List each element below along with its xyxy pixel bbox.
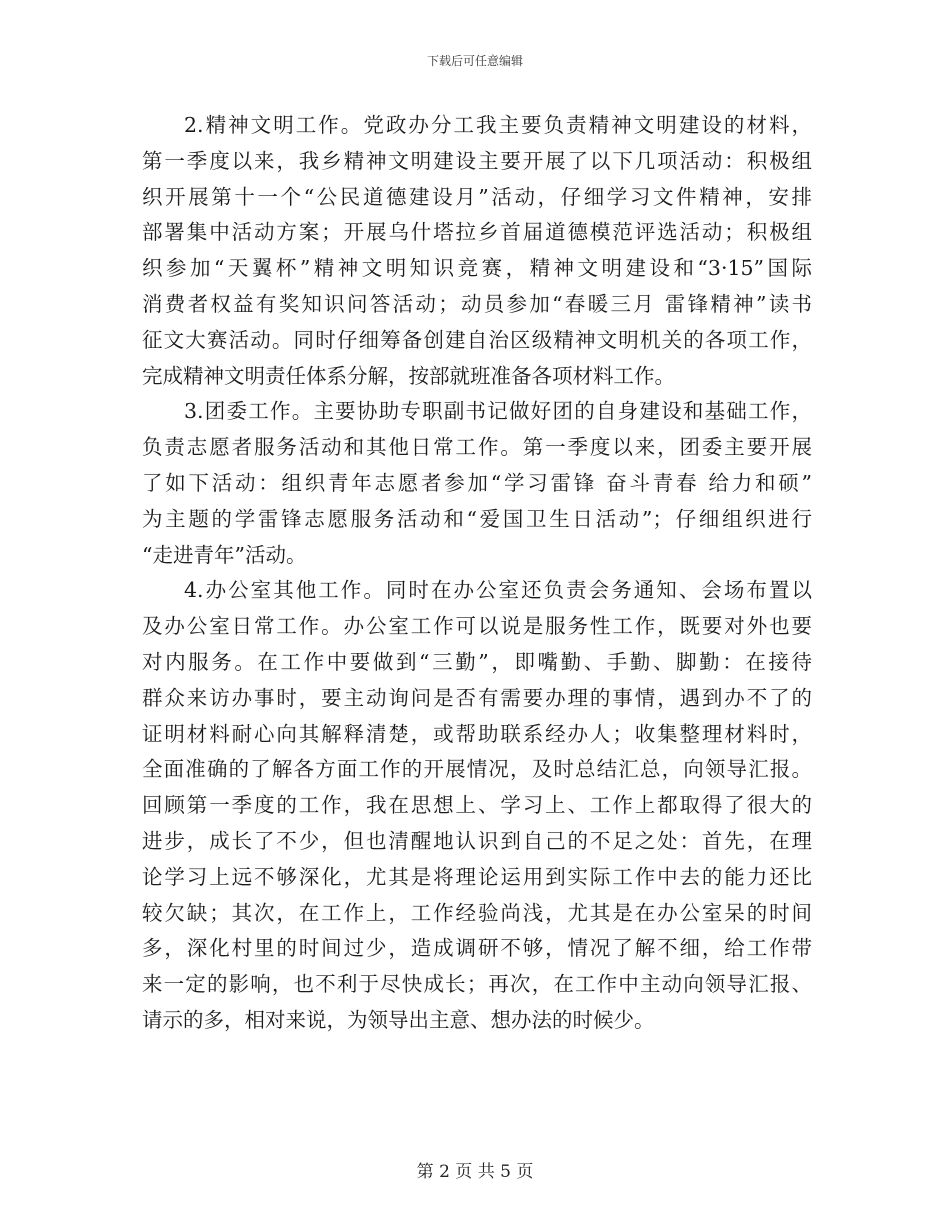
paragraph-line: 4.办公室其他工作。同时在办公室还负责会务通知、会场布置以 [184, 578, 812, 603]
paragraph-line: 全面准确的了解各方面工作的开展情况，及时总结汇总，向领导汇报。 [142, 757, 812, 782]
paragraph-office-work [142, 573, 812, 1038]
paragraph-youth-league [142, 394, 812, 573]
page-number-footer: 第 2 页 共 5 页 [416, 1162, 534, 1182]
paragraph-line: 织参加“天翼杯”精神文明知识竞赛，精神文明建设和“3·15”国际 [142, 256, 812, 281]
paragraph-line: 了如下活动：组织青年志愿者参加“学习雷锋 奋斗青春 给力和硕” [142, 470, 812, 495]
paragraph-line: “走进青年”活动。 [142, 542, 307, 567]
paragraph-line: 3.团委工作。主要协助专职副书记做好团的自身建设和基础工作， [184, 399, 812, 424]
paragraph-line: 征文大赛活动。同时仔细筹备创建自治区级精神文明机关的各项工作， [142, 327, 812, 352]
paragraph-spiritual-civilization [142, 108, 812, 394]
paragraph-line: 对内服务。在工作中要做到“三勤”，即嘴勤、手勤、脚勤：在接待 [142, 649, 812, 674]
paragraph-line: 证明材料耐心向其解释清楚，或帮助联系经办人；收集整理材料时， [142, 721, 812, 746]
paragraph-line: 负责志愿者服务活动和其他日常工作。第一季度以来，团委主要开展 [142, 435, 812, 460]
paragraph-line: 第一季度以来，我乡精神文明建设主要开展了以下几项活动：积极组 [142, 148, 812, 173]
paragraph-line: 为主题的学雷锋志愿服务活动和“爱国卫生日活动”；仔细组织进行 [142, 506, 812, 531]
document-body [142, 108, 812, 1039]
paragraph-line: 部署集中活动方案；开展乌什塔拉乡首届道德模范评选活动；积极组 [142, 220, 812, 245]
paragraph-line: 消费者权益有奖知识问答活动；动员参加“春暖三月 雷锋精神”读书 [142, 291, 812, 316]
paragraph-line: 2.精神文明工作。党政办分工我主要负责精神文明建设的材料， [184, 113, 812, 137]
paragraph-line: 请示的多，相对来说，为领导出主意、想办法的时候少。 [142, 1007, 655, 1032]
paragraph-line: 及办公室日常工作。办公室工作可以说是服务性工作，既要对外也要 [142, 614, 812, 639]
paragraph-line: 完成精神文明责任体系分解，按部就班准备各项材料工作。 [142, 363, 675, 388]
paragraph-line: 来一定的影响，也不利于尽快成长；再次，在工作中主动向领导汇报、 [142, 972, 812, 997]
paragraph-line: 织开展第十一个“公民道德建设月”活动，仔细学习文件精神，安排 [142, 184, 812, 209]
paragraph-line: 论学习上远不够深化，尤其是将理论运用到实际工作中去的能力还比 [142, 864, 812, 889]
paragraph-line: 多，深化村里的时间过少，造成调研不够，情况了解不细，给工作带 [142, 936, 812, 961]
paragraph-line: 进步，成长了不少，但也清醒地认识到自己的不足之处：首先，在理 [142, 828, 812, 853]
paragraph-line: 群众来访办事时，要主动询问是否有需要办理的事情，遇到办不了的 [142, 685, 812, 710]
paragraph-line: 回顾第一季度的工作，我在思想上、学习上、工作上都取得了很大的 [142, 793, 812, 818]
paragraph-line: 较欠缺；其次，在工作上，工作经验尚浅，尤其是在办公室呆的时间 [142, 900, 812, 925]
page-header: 下载后可任意编辑 [426, 54, 523, 68]
